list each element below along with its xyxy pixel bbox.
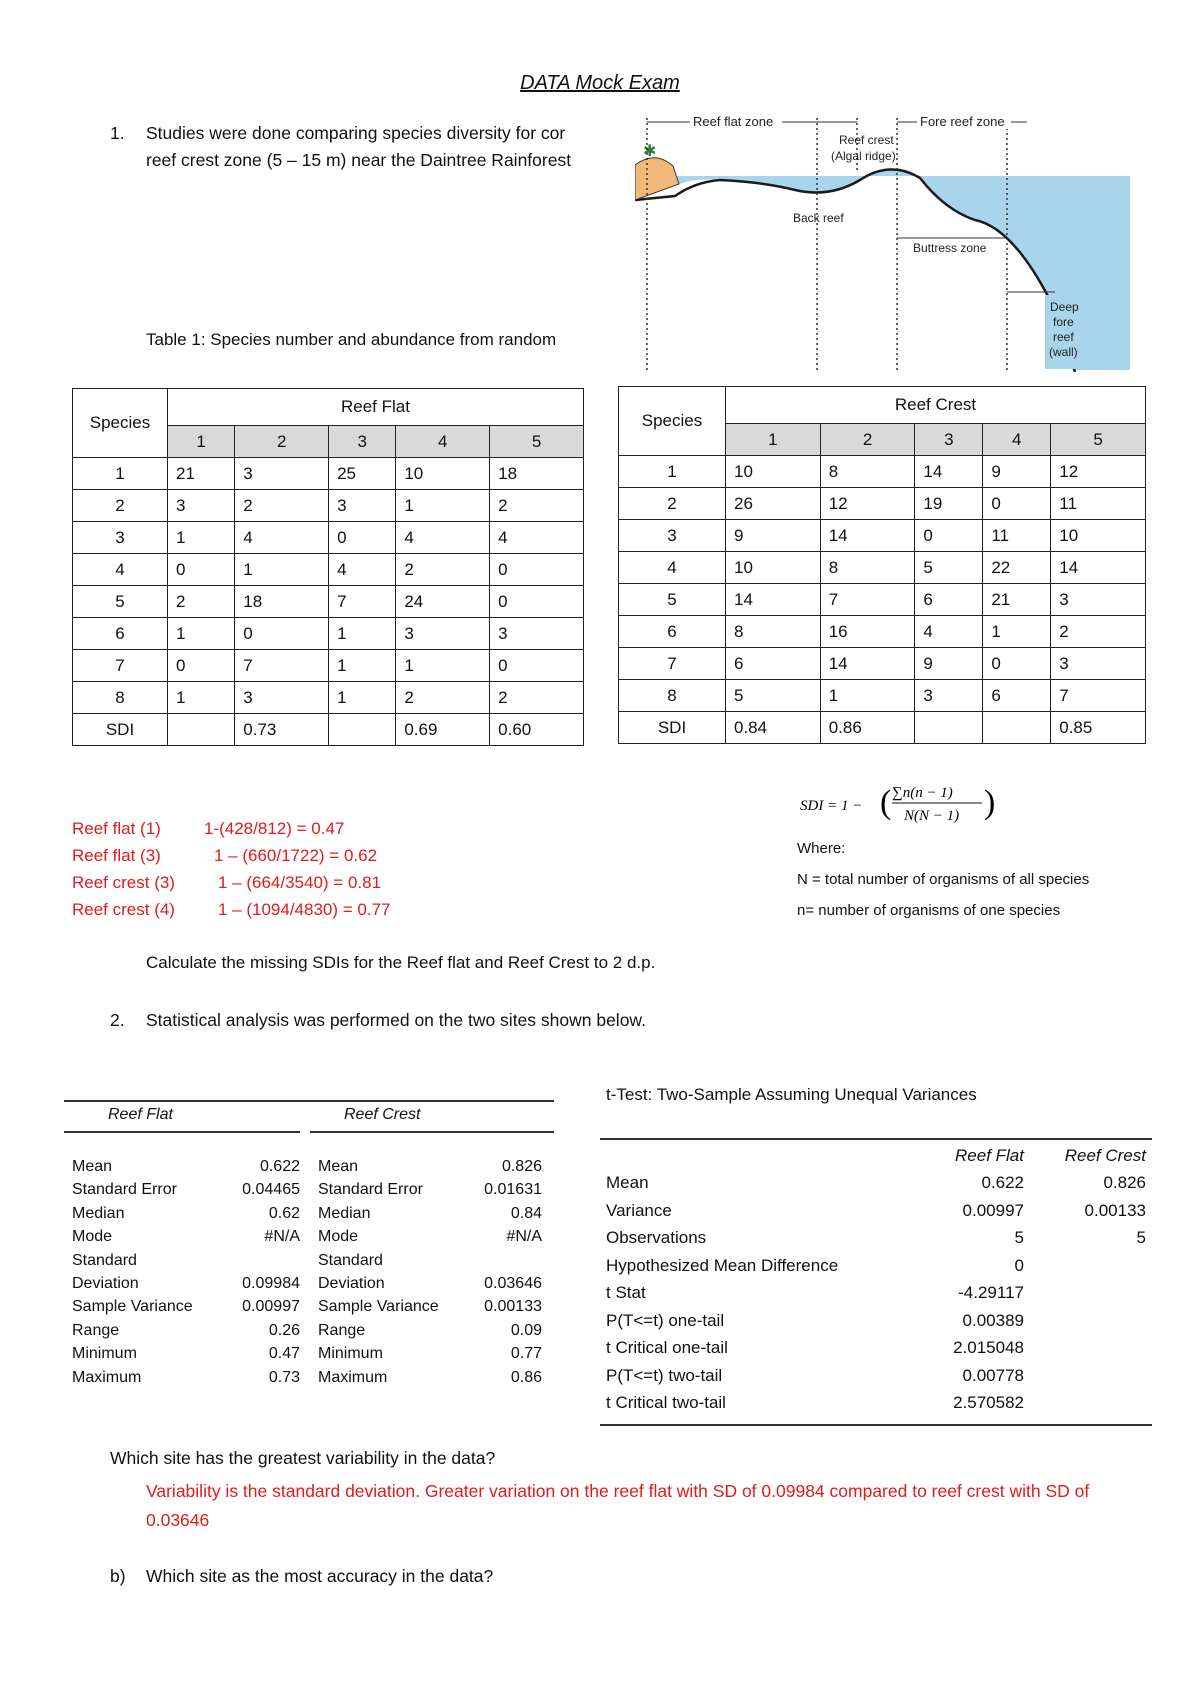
ttest-table — [600, 1142, 1152, 1417]
ttest-label: t Critical one-tail — [606, 1338, 728, 1358]
reef-crest-label: Reef crest — [839, 133, 894, 147]
count-cell: 5 — [726, 680, 821, 712]
count-cell: 10 — [396, 458, 490, 490]
deep-fore-reef-label: (wall) — [1049, 345, 1078, 359]
count-cell: 0 — [490, 586, 584, 618]
count-cell: 1 — [168, 522, 235, 554]
formula-numerator: ∑n(n − 1) — [892, 785, 953, 801]
site-header: 5 — [1051, 424, 1146, 456]
question-1-line-2: reef crest zone (5 – 15 m) near the Daintree Rainforest — [146, 150, 572, 170]
ttest-label: t Critical two-tail — [606, 1393, 726, 1413]
sdi-label: SDI — [73, 714, 168, 746]
site-header: 3 — [329, 426, 396, 458]
question-number: 2. — [110, 1010, 125, 1030]
species-cell: 1 — [73, 458, 168, 490]
table-row — [619, 680, 1146, 712]
answer-variability: Variability is the standard deviation. Greater variation on the reef flat with SD of 0.09984 compared to reef crest with SD of 0.03646 — [146, 1481, 1090, 1530]
stat-label: Deviation — [72, 1275, 139, 1292]
stat-label: Minimum — [318, 1345, 383, 1363]
deep-fore-reef-label: reef — [1053, 330, 1074, 344]
sdi-cell — [329, 714, 396, 746]
ttest-value-flat: 0 — [1014, 1255, 1024, 1275]
species-cell: 7 — [619, 648, 726, 680]
ttest-label: Observations — [606, 1228, 707, 1248]
site-header: 4 — [983, 424, 1051, 456]
ttest-value-flat: -4.29117 — [958, 1283, 1024, 1303]
species-cell: 2 — [619, 488, 726, 520]
sdi-cell — [983, 712, 1051, 744]
count-cell: 4 — [396, 522, 490, 554]
count-cell: 10 — [1051, 520, 1146, 552]
count-cell: 1 — [235, 554, 329, 586]
stat-label: Standard Error — [72, 1181, 177, 1199]
stat-label: Mode — [318, 1228, 359, 1246]
stat-value: 0.47 — [268, 1345, 300, 1363]
count-cell: 16 — [820, 616, 915, 648]
ttest-value-crest — [1030, 1252, 1152, 1280]
stat-value: 0.01631 — [484, 1181, 542, 1199]
page-title: DATA Mock Exam — [520, 72, 680, 94]
site-header: 2 — [235, 426, 329, 458]
ttest-value-crest — [1030, 1335, 1152, 1363]
species-cell: 3 — [73, 522, 168, 554]
buttress-zone-label: Buttress zone — [913, 241, 987, 255]
stat-value: 0.00133 — [484, 1298, 542, 1316]
table-row — [73, 490, 584, 522]
count-cell: 11 — [983, 520, 1051, 552]
count-cell: 2 — [396, 554, 490, 586]
count-cell: 21 — [168, 458, 235, 490]
count-cell: 24 — [396, 586, 490, 618]
ttest-row — [600, 1390, 1152, 1418]
question-b-text: Which site as the most accuracy in the data? — [146, 1566, 494, 1586]
ttest-row — [600, 1225, 1152, 1253]
count-cell: 8 — [820, 552, 915, 584]
descriptive-statistics — [64, 1100, 554, 1410]
count-cell: 0 — [983, 488, 1051, 520]
instruction-text: Calculate the missing SDIs for the Reef flat and Reef Crest to 2 d.p. — [146, 953, 656, 972]
deep-fore-reef-label: Deep — [1050, 300, 1079, 314]
count-cell: 4 — [490, 522, 584, 554]
count-cell: 6 — [983, 680, 1051, 712]
ttest-row — [600, 1252, 1152, 1280]
ttest-value-flat: 0.00778 — [962, 1365, 1024, 1385]
count-cell: 2 — [1051, 616, 1146, 648]
table-row — [619, 520, 1146, 552]
where-label: Where: — [797, 840, 846, 857]
count-cell: 8 — [726, 616, 821, 648]
stat-value: 0.84 — [510, 1204, 542, 1222]
count-cell: 0 — [235, 618, 329, 650]
table-row — [73, 458, 584, 490]
count-cell: 1 — [329, 650, 396, 682]
stat-value: 0.09 — [510, 1321, 542, 1339]
count-cell: 2 — [396, 682, 490, 714]
ttest-row — [600, 1335, 1152, 1363]
count-cell: 1 — [329, 682, 396, 714]
count-cell: 21 — [983, 584, 1051, 616]
count-cell: 9 — [983, 456, 1051, 488]
count-cell: 0 — [915, 520, 983, 552]
header-rule — [64, 1131, 300, 1133]
stat-label: Mode — [72, 1228, 113, 1246]
count-cell: 3 — [1051, 648, 1146, 680]
species-cell: 6 — [619, 616, 726, 648]
stat-label: Minimum — [72, 1345, 137, 1363]
sdi-row — [73, 714, 584, 746]
count-cell: 7 — [1051, 680, 1146, 712]
sdi-row — [619, 712, 1146, 744]
reef-flat-zone-label: Reef flat zone — [693, 114, 774, 129]
formula-lhs: SDI = 1 − — [800, 798, 863, 814]
stat-label: Standard — [318, 1251, 383, 1269]
deep-fore-reef-label: fore — [1053, 315, 1074, 329]
sdi-cell — [915, 712, 983, 744]
count-cell: 0 — [168, 554, 235, 586]
count-cell: 12 — [820, 488, 915, 520]
reef-crest-table — [618, 386, 1146, 744]
svg-text:): ) — [984, 784, 996, 821]
count-cell: 10 — [726, 552, 821, 584]
table-row — [619, 552, 1146, 584]
stat-label: Mean — [318, 1158, 359, 1175]
count-cell: 14 — [820, 520, 915, 552]
question-1 — [110, 120, 630, 176]
count-cell: 7 — [820, 584, 915, 616]
stat-label: Sample Variance — [318, 1298, 439, 1316]
n-total-definition: N = total number of organisms of all species — [797, 871, 1090, 888]
table-row — [73, 682, 584, 714]
count-cell: 3 — [490, 618, 584, 650]
table-row — [73, 586, 584, 618]
stat-label: Standard — [72, 1251, 137, 1269]
question-2-text: Statistical analysis was performed on the two sites shown below. — [146, 1010, 646, 1030]
stat-label: Mean — [72, 1158, 113, 1175]
n-one-definition: n= number of organisms of one species — [797, 902, 1061, 919]
ttest-value-crest: 0.00133 — [1084, 1200, 1146, 1220]
count-cell: 11 — [1051, 488, 1146, 520]
sdi-formula — [800, 775, 1000, 835]
count-cell: 4 — [235, 522, 329, 554]
count-cell: 3 — [235, 458, 329, 490]
group-header: Reef Flat — [168, 389, 584, 426]
count-cell: 1 — [168, 682, 235, 714]
species-cell: 3 — [619, 520, 726, 552]
count-cell: 25 — [329, 458, 396, 490]
count-cell: 1 — [168, 618, 235, 650]
species-cell: 6 — [73, 618, 168, 650]
stat-value: 0.622 — [259, 1158, 300, 1175]
stat-label: Range — [318, 1321, 366, 1339]
species-cell: 4 — [619, 552, 726, 584]
question-b — [110, 1566, 494, 1587]
ttest-title: t-Test: Two-Sample Assuming Unequal Variances — [606, 1085, 977, 1104]
count-cell: 0 — [490, 650, 584, 682]
stat-label: Deviation — [318, 1275, 385, 1292]
stat-label: Range — [72, 1321, 120, 1339]
site-header: 5 — [490, 426, 584, 458]
count-cell: 3 — [329, 490, 396, 522]
back-reef-label: Back reef — [793, 211, 844, 225]
count-cell: 1 — [396, 650, 490, 682]
sdi-cell: 0.86 — [820, 712, 915, 744]
species-header: Species — [73, 389, 168, 458]
stat-value: #N/A — [264, 1228, 300, 1246]
ttest-row — [600, 1280, 1152, 1308]
table-row — [619, 584, 1146, 616]
ttest-value-flat: 0.622 — [981, 1173, 1024, 1193]
top-rule — [64, 1100, 554, 1102]
count-cell: 0 — [329, 522, 396, 554]
header-rule — [310, 1131, 554, 1133]
site-header: 1 — [726, 424, 821, 456]
ttest-label: P(T<=t) one-tail — [606, 1310, 725, 1330]
table-row — [73, 618, 584, 650]
ttest-label: t Stat — [606, 1283, 646, 1303]
ttest-value-crest: 0.826 — [1103, 1173, 1146, 1193]
sand-island — [635, 158, 679, 200]
count-cell: 6 — [726, 648, 821, 680]
ttest-col-reef-crest: Reef Crest — [1064, 1145, 1146, 1165]
count-cell: 1 — [329, 618, 396, 650]
count-cell: 5 — [915, 552, 983, 584]
site-header: 4 — [396, 426, 490, 458]
ttest-row — [600, 1307, 1152, 1335]
reef-flat-table — [72, 388, 584, 746]
species-cell: 7 — [73, 650, 168, 682]
ttest-value-crest — [1030, 1390, 1152, 1418]
species-cell: 8 — [73, 682, 168, 714]
stat-value: 0.03646 — [484, 1275, 542, 1292]
count-cell: 3 — [915, 680, 983, 712]
site-header: 1 — [168, 426, 235, 458]
count-cell: 12 — [1051, 456, 1146, 488]
question-2 — [110, 1010, 646, 1031]
question-number: b) — [110, 1566, 126, 1586]
stat-value: 0.62 — [268, 1204, 300, 1222]
count-cell: 6 — [915, 584, 983, 616]
count-cell: 26 — [726, 488, 821, 520]
ttest-row — [600, 1362, 1152, 1390]
reef-profile-diagram — [635, 110, 1135, 372]
ttest-value-crest — [1030, 1362, 1152, 1390]
count-cell: 22 — [983, 552, 1051, 584]
count-cell: 10 — [726, 456, 821, 488]
stat-value: 0.04465 — [242, 1181, 300, 1199]
ttest-bottom-rule — [600, 1424, 1152, 1426]
count-cell: 4 — [329, 554, 396, 586]
ttest-value-flat: 0.00389 — [962, 1310, 1024, 1330]
ttest-value-crest — [1030, 1280, 1152, 1308]
ttest-top-rule — [600, 1138, 1152, 1140]
svg-text:(: ( — [880, 784, 892, 821]
count-cell: 0 — [490, 554, 584, 586]
fore-reef-zone-label: Fore reef zone — [920, 114, 1005, 129]
reef-crest-header: Reef Crest — [344, 1106, 421, 1123]
stat-value: 0.86 — [510, 1368, 542, 1386]
stat-value: 0.09984 — [242, 1275, 300, 1292]
count-cell: 4 — [915, 616, 983, 648]
question-1-line-1: Studies were done comparing species diversity for cor — [146, 123, 566, 143]
stat-label: Sample Variance — [72, 1298, 193, 1316]
stat-value: #N/A — [506, 1228, 542, 1246]
stat-label: Median — [318, 1204, 371, 1222]
count-cell: 3 — [235, 682, 329, 714]
stat-label: Standard Error — [318, 1181, 423, 1199]
table-row — [619, 648, 1146, 680]
site-header: 2 — [820, 424, 915, 456]
count-cell: 18 — [235, 586, 329, 618]
ttest-value-flat: 2.015048 — [953, 1338, 1024, 1358]
sdi-cell: 0.69 — [396, 714, 490, 746]
count-cell: 1 — [820, 680, 915, 712]
count-cell: 3 — [1051, 584, 1146, 616]
count-cell: 14 — [820, 648, 915, 680]
table-caption: Table 1: Species number and abundance from random — [146, 330, 557, 349]
sdi-cell: 0.85 — [1051, 712, 1146, 744]
site-header: 3 — [915, 424, 983, 456]
stat-label: Maximum — [72, 1368, 142, 1386]
species-header: Species — [619, 387, 726, 456]
count-cell: 9 — [915, 648, 983, 680]
count-cell: 14 — [1051, 552, 1146, 584]
count-cell: 3 — [396, 618, 490, 650]
ttest-value-flat: 5 — [1014, 1228, 1024, 1248]
count-cell: 8 — [820, 456, 915, 488]
sdi-label: SDI — [619, 712, 726, 744]
count-cell: 2 — [490, 682, 584, 714]
count-cell: 3 — [168, 490, 235, 522]
group-header: Reef Crest — [726, 387, 1146, 424]
stat-value: 0.826 — [501, 1158, 542, 1175]
ttest-col-reef-flat: Reef Flat — [955, 1145, 1024, 1165]
species-cell: 2 — [73, 490, 168, 522]
count-cell: 7 — [329, 586, 396, 618]
formula-denominator: N(N − 1) — [904, 808, 960, 824]
stat-label: Median — [72, 1204, 125, 1222]
count-cell: 9 — [726, 520, 821, 552]
ttest-row — [600, 1170, 1152, 1198]
ttest-value-flat: 0.00997 — [962, 1200, 1024, 1220]
question-number: 1. — [110, 123, 125, 143]
ttest-row — [600, 1197, 1152, 1225]
question-variability: Which site has the greatest variability in the data? — [110, 1448, 496, 1468]
palm-tree-icon: ✱ — [643, 143, 657, 160]
ttest-label: Variance — [606, 1200, 672, 1220]
sdi-cell: 0.73 — [235, 714, 329, 746]
ttest-value-crest — [1030, 1307, 1152, 1335]
table-row — [73, 650, 584, 682]
ttest-label: Mean — [606, 1173, 649, 1193]
table-row — [73, 554, 584, 586]
ttest-label: Hypothesized Mean Difference — [606, 1255, 839, 1275]
count-cell: 1 — [396, 490, 490, 522]
table-row — [619, 488, 1146, 520]
table-row — [619, 616, 1146, 648]
count-cell: 7 — [235, 650, 329, 682]
count-cell: 0 — [168, 650, 235, 682]
ttest-label: P(T<=t) two-tail — [606, 1365, 723, 1385]
count-cell: 14 — [915, 456, 983, 488]
species-cell: 8 — [619, 680, 726, 712]
sdi-cell: 0.84 — [726, 712, 821, 744]
reef-flat-header: Reef Flat — [108, 1106, 173, 1123]
count-cell: 18 — [490, 458, 584, 490]
table-row — [619, 456, 1146, 488]
species-cell: 5 — [73, 586, 168, 618]
species-cell: 4 — [73, 554, 168, 586]
count-cell: 2 — [235, 490, 329, 522]
stat-value: 0.26 — [268, 1321, 300, 1339]
stat-label: Maximum — [318, 1368, 388, 1386]
sdi-cell: 0.60 — [490, 714, 584, 746]
count-cell: 2 — [490, 490, 584, 522]
table-row — [73, 522, 584, 554]
count-cell: 19 — [915, 488, 983, 520]
stat-value: 0.73 — [268, 1368, 300, 1386]
algal-ridge-label: (Algal ridge) — [831, 149, 896, 163]
count-cell: 0 — [983, 648, 1051, 680]
ttest-value-flat: 2.570582 — [953, 1393, 1024, 1413]
count-cell: 2 — [168, 586, 235, 618]
count-cell: 14 — [726, 584, 821, 616]
stat-value: 0.77 — [510, 1345, 542, 1363]
species-cell: 1 — [619, 456, 726, 488]
ttest-value-crest: 5 — [1136, 1228, 1146, 1248]
species-cell: 5 — [619, 584, 726, 616]
count-cell: 1 — [983, 616, 1051, 648]
sdi-cell — [168, 714, 235, 746]
stat-value: 0.00997 — [242, 1298, 300, 1316]
